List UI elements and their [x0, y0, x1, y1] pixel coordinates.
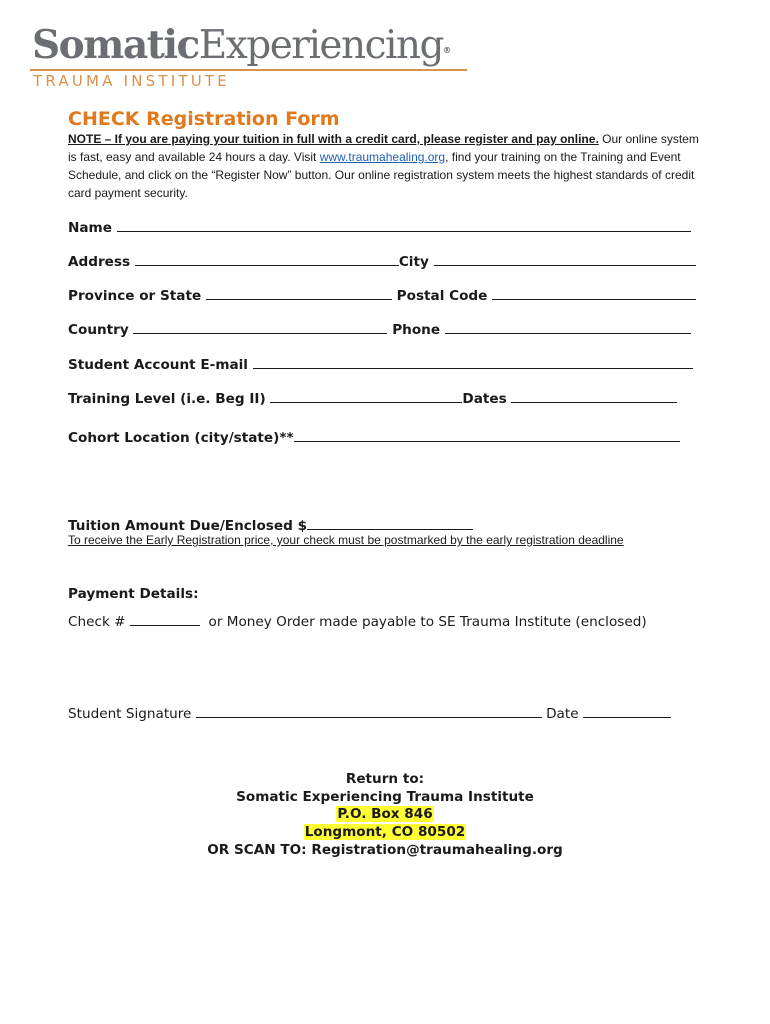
signature-label: Student Signature [68, 706, 192, 722]
province-field[interactable] [206, 286, 392, 300]
training-row [68, 389, 677, 407]
return-box [0, 806, 770, 822]
address-field[interactable] [135, 252, 399, 266]
postal-field[interactable] [492, 286, 696, 300]
phone-label: Phone [392, 322, 441, 338]
signature-date-field[interactable] [583, 704, 671, 718]
phone-field[interactable] [445, 320, 691, 334]
tuition-field[interactable] [307, 516, 473, 530]
province-label: Province or State [68, 288, 202, 304]
return-box-text: P.O. Box 846 [337, 806, 433, 822]
payment-heading: Payment Details: [68, 586, 199, 602]
signature-field[interactable] [196, 704, 542, 718]
dates-field[interactable] [511, 389, 677, 403]
training-label: Training Level (i.e. Beg II) [68, 391, 266, 407]
name-label: Name [68, 220, 112, 236]
country-label: Country [68, 322, 129, 338]
name-field[interactable] [117, 218, 691, 232]
signature-date-label: Date [546, 706, 579, 722]
training-field[interactable] [270, 389, 462, 403]
note-text-2: , find your training on the Training and Event Schedule, and click on the “Register Now” button. Our online registration system meets the highest standards of credit card payment security. [68, 150, 695, 200]
country-row [68, 320, 691, 338]
signature-row [68, 704, 671, 722]
cohort-field[interactable] [294, 428, 680, 442]
payment-row [68, 612, 647, 630]
money-order-text: or Money Order made payable to SE Trauma Institute (enclosed) [208, 614, 647, 630]
early-registration-note: To receive the Early Registration price, your check must be postmarked by the early registration deadline [68, 533, 624, 547]
registered-mark: ® [443, 46, 450, 55]
return-city [0, 824, 770, 840]
email-label: Student Account E-mail [68, 357, 248, 373]
cohort-row [68, 428, 680, 446]
form-title: CHECK Registration Form [68, 108, 340, 130]
note-bold: NOTE – If you are paying your tuition in full with a credit card, please register and pay online. [68, 132, 599, 146]
return-org: Somatic Experiencing Trauma Institute [236, 789, 534, 805]
city-label: City [398, 254, 429, 270]
return-scan: OR SCAN TO: Registration@traumahealing.org [207, 842, 563, 858]
city-field[interactable] [434, 252, 696, 266]
logo [30, 22, 470, 94]
cohort-label: Cohort Location (city/state)** [68, 430, 294, 446]
website-link[interactable]: www.traumahealing.org [319, 150, 446, 164]
check-label: Check # [68, 614, 126, 630]
logo-rule [30, 69, 467, 71]
name-row [68, 218, 691, 236]
tuition-row [68, 516, 473, 534]
tuition-label: Tuition Amount Due/Enclosed $ [68, 518, 308, 534]
postal-label: Postal Code [396, 288, 488, 304]
address-label: Address [68, 254, 131, 270]
address-row [68, 252, 696, 270]
email-field[interactable] [253, 355, 693, 369]
return-label: Return to: [345, 771, 425, 787]
note-paragraph [68, 130, 708, 202]
country-field[interactable] [133, 320, 387, 334]
note-text-1: Our online system is fast, easy and available 24 hours a day. Visit [68, 132, 699, 164]
email-row [68, 355, 693, 373]
logo-subtitle: TRAUMA INSTITUTE [33, 72, 230, 90]
province-row [68, 286, 696, 304]
logo-word-somatic: Somatic [32, 22, 199, 68]
logo-wordmark [32, 22, 450, 69]
check-number-field[interactable] [130, 612, 200, 626]
dates-label: Dates [462, 391, 507, 407]
return-city-text: Longmont, CO 80502 [304, 824, 466, 840]
logo-word-experiencing: Experiencing [198, 23, 444, 68]
